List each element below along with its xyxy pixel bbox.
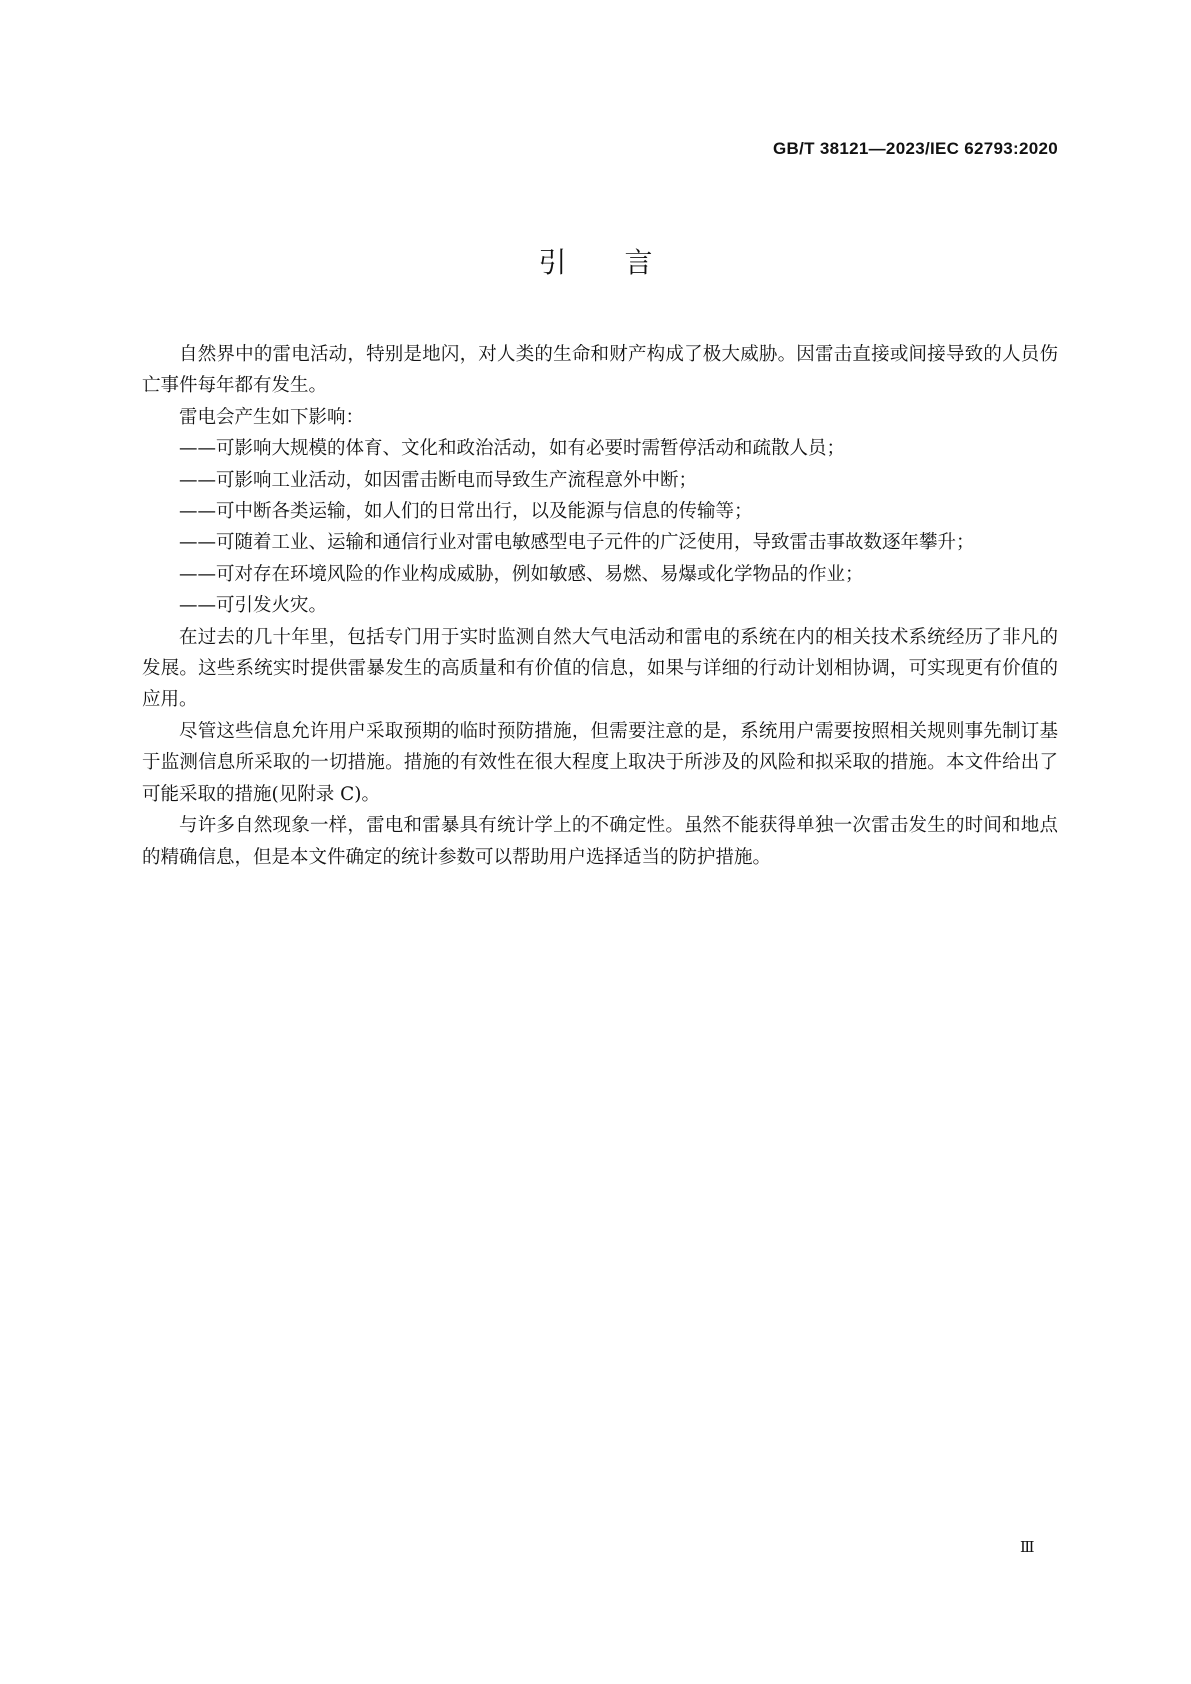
list-item: ——可引发火灾。 <box>179 595 328 617</box>
list-item: ——可中断各类运输，如人们的日常出行，以及能源与信息的传输等； <box>179 501 753 523</box>
section-title: 引言 <box>538 246 711 279</box>
page-number: Ⅲ <box>1020 1538 1035 1556</box>
paragraph-uncertainty: 与许多自然现象一样，雷电和雷暴具有统计学上的不确定性。虽然不能获得单独一次雷击发生的时间和地点的精确信息，但是本文件确定的统计参数可以帮助用户选择适当的防护措施。 <box>142 815 1058 868</box>
standard-number: GB/T 38121—2023/IEC 62793:2020 <box>773 139 1058 158</box>
list-item: ——可随着工业、运输和通信行业对雷电敏感型电子元件的广泛使用，导致雷击事故数逐年攀升； <box>179 532 975 554</box>
paragraph-measures: 尽管这些信息允许用户采取预期的临时预防措施，但需要注意的是，系统用户需要按照相关规则事先制订基于监测信息所采取的一切措施。措施的有效性在很大程度上取决于所涉及的风险和拟采取的措施。本文件给出了可能采取的措施(见附录 C)。 <box>142 720 1058 805</box>
paragraph-development: 在过去的几十年里，包括专门用于实时监测自然大气电活动和雷电的系统在内的相关技术系统经历了非凡的发展。这些系统实时提供雷暴发生的高质量和有价值的信息，如果与详细的行动计划相协调，可实现更有价值的应用。 <box>142 626 1058 711</box>
paragraph-effects-lead: 雷电会产生如下影响： <box>179 406 365 428</box>
body-text <box>142 339 1058 873</box>
paragraph-intro: 自然界中的雷电活动，特别是地闪，对人类的生命和财产构成了极大威胁。因雷击直接或间接导致的人员伤亡事件每年都有发生。 <box>142 344 1058 397</box>
list-item: ——可对存在环境风险的作业构成威胁，例如敏感、易燃、易爆或化学物品的作业； <box>179 563 864 585</box>
list-item: ——可影响工业活动，如因雷击断电而导致生产流程意外中断； <box>179 469 698 491</box>
list-item: ——可影响大规模的体育、文化和政治活动，如有必要时需暂停活动和疏散人员； <box>179 438 846 460</box>
